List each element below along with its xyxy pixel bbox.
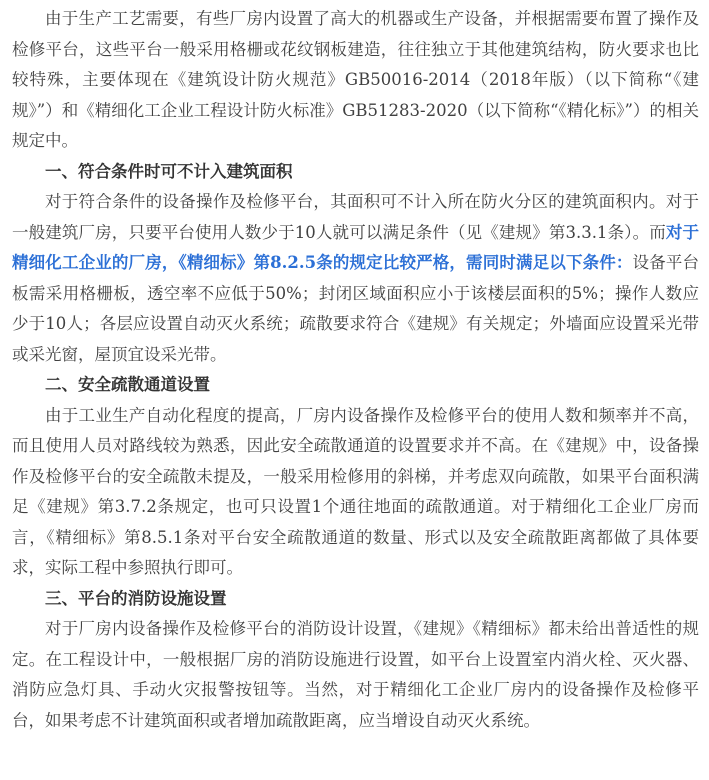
section-1-heading: 一、符合条件时可不计入建筑面积 — [45, 161, 293, 181]
section-1-highlight: 对于精细化工企业的厂房，《精细标》第8.2.5条的规定比较严格，需同时满足以下条件： — [12, 222, 699, 272]
section-3-paragraph: 对于厂房内设备操作及检修平台的消防设计设置，《建规》《精细标》都未给出普适性的规定。在工程设计中，一般根据厂房的消防设施进行设置，如平台上设置室内消火栓、灭火器、消防应急灯具、手动火灾报警按钮等。当然，对于精细化工企业厂房内的设备操作及检修平台，如果考虑不计建筑面积或者增加疏散距离，应当增设自动灭火系统。 — [12, 619, 699, 730]
section-3-heading: 三、平台的消防设施设置 — [45, 588, 227, 608]
section-1-paragraph — [12, 187, 699, 370]
intro-paragraph: 由于生产工艺需要，有些厂房内设置了高大的机器或生产设备，并根据需要布置了操作及检修平台，这些平台一般采用格栅或花纹钢板建造，往往独立于其他建筑结构，防火要求也比较特殊，主要体现在《建筑设计防火规范》GB50016-2014（2018年版）（以下简称“《建规》”）和《精细化工企业工程设计防火标准》GB51283-2020（以下简称“《精化标》”）的相关规定中。 — [12, 9, 699, 150]
section-2-heading: 二、安全疏散通道设置 — [45, 375, 210, 394]
section-1-text-after: 设备平台板需采用格栅板，透空率不应低于50%；封闭区域面积应小于该楼层面积的5%；操作人数应少于10人；各层应设置自动灭火系统；疏散要求符合《建规》有关规定；外墙面应设置采光带或采光窗，屋顶宜设采光带。 — [12, 253, 699, 364]
section-1-text-before: 对于符合条件的设备操作及检修平台，其面积可不计入所在防火分区的建筑面积内。对于一般建筑厂房，只要平台使用人数少于10人就可以满足条件（见《建规》第3.3.1条）。而 — [12, 192, 699, 242]
section-2-paragraph: 由于工业生产自动化程度的提高，厂房内设备操作及检修平台的使用人数和频率并不高，而且使用人员对路线较为熟悉，因此安全疏散通道的设置要求并不高。在《建规》中，设备操作及检修平台的安全疏散未提及，一般采用检修用的斜梯，并考虑双向疏散，如果平台面积满足《建规》第3.7.2条规定，也可只设置1个通往地面的疏散通道。对于精细化工企业厂房而言，《精细标》第8.5.1条对平台安全疏散通道的数量、形式以及安全疏散距离都做了具体要求，实际工程中参照执行即可。 — [12, 405, 699, 577]
